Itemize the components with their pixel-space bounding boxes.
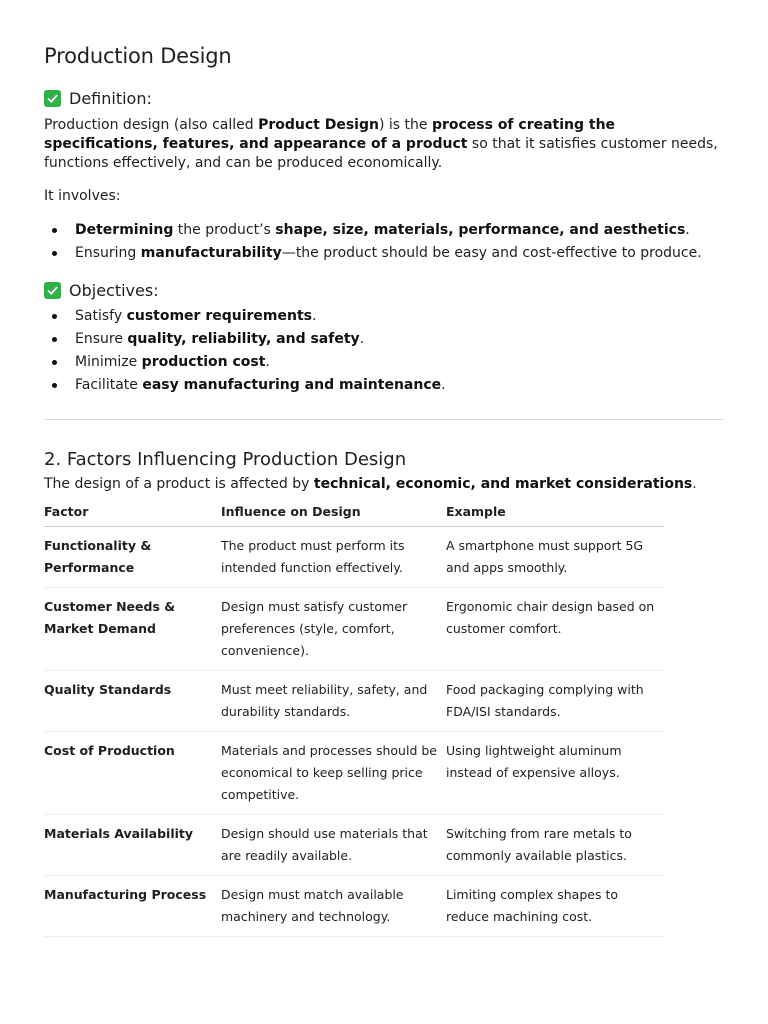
example-cell: Food packaging complying with FDA/ISI standards. (446, 671, 664, 732)
definition-heading (44, 89, 724, 108)
table-row (44, 671, 664, 732)
factor-cell: Manufacturing Process (44, 876, 221, 937)
example-cell: Using lightweight aluminum instead of expensive alloys. (446, 732, 664, 815)
factor-cell: Cost of Production (44, 732, 221, 815)
list-item: Determining the product’s shape, size, materials, performance, and aesthetics. (44, 221, 724, 240)
influence-cell: Must meet reliability, safety, and durability standards. (221, 671, 446, 732)
table-row (44, 815, 664, 876)
list-item: Ensuring manufacturability—the product should be easy and cost-effective to produce. (44, 244, 724, 263)
factor-cell: Materials Availability (44, 815, 221, 876)
factor-cell: Customer Needs & Market Demand (44, 588, 221, 671)
objectives-list (44, 307, 724, 395)
influence-cell: The product must perform its intended function effectively. (221, 527, 446, 588)
table-row (44, 732, 664, 815)
list-item: Satisfy customer requirements. (44, 307, 724, 326)
influence-cell: Design must match available machinery and technology. (221, 876, 446, 937)
factors-table (44, 503, 664, 937)
check-mark-icon (44, 90, 61, 107)
table-header-row (44, 503, 664, 527)
example-cell: Switching from rare metals to commonly available plastics. (446, 815, 664, 876)
column-header-factor: Factor (44, 503, 221, 527)
influence-cell: Design must satisfy customer preferences (style, comfort, convenience). (221, 588, 446, 671)
involves-label: It involves: (44, 188, 121, 204)
page-title: Production Design (44, 44, 232, 68)
objectives-heading-text: Objectives: (69, 281, 159, 300)
column-header-example: Example (446, 503, 664, 527)
check-mark-icon (44, 282, 61, 299)
definition-heading-text: Definition: (69, 89, 152, 108)
factors-heading: 2. Factors Influencing Production Design (44, 449, 407, 470)
table-row (44, 876, 664, 937)
factor-cell: Quality Standards (44, 671, 221, 732)
table-row (44, 527, 664, 588)
section-divider (44, 419, 724, 420)
list-item: Facilitate easy manufacturing and maintenance. (44, 376, 724, 395)
influence-cell: Materials and processes should be economical to keep selling price competitive. (221, 732, 446, 815)
factors-intro: The design of a product is affected by technical, economic, and market considerations. (44, 476, 697, 492)
list-item: Minimize production cost. (44, 353, 724, 372)
table-row (44, 588, 664, 671)
example-cell: Ergonomic chair design based on customer comfort. (446, 588, 664, 671)
column-header-influence: Influence on Design (221, 503, 446, 527)
example-cell: A smartphone must support 5G and apps smoothly. (446, 527, 664, 588)
definition-paragraph: Production design (also called Product Design) is the process of creating the specifications, features, and appearance of a product so that it satisfies customer needs, functions effectively, and can be produced economically. (44, 117, 718, 171)
example-cell: Limiting complex shapes to reduce machining cost. (446, 876, 664, 937)
factor-cell: Functionality & Performance (44, 527, 221, 588)
objectives-heading (44, 281, 724, 300)
list-item: Ensure quality, reliability, and safety. (44, 330, 724, 349)
involves-list (44, 221, 724, 263)
influence-cell: Design should use materials that are readily available. (221, 815, 446, 876)
